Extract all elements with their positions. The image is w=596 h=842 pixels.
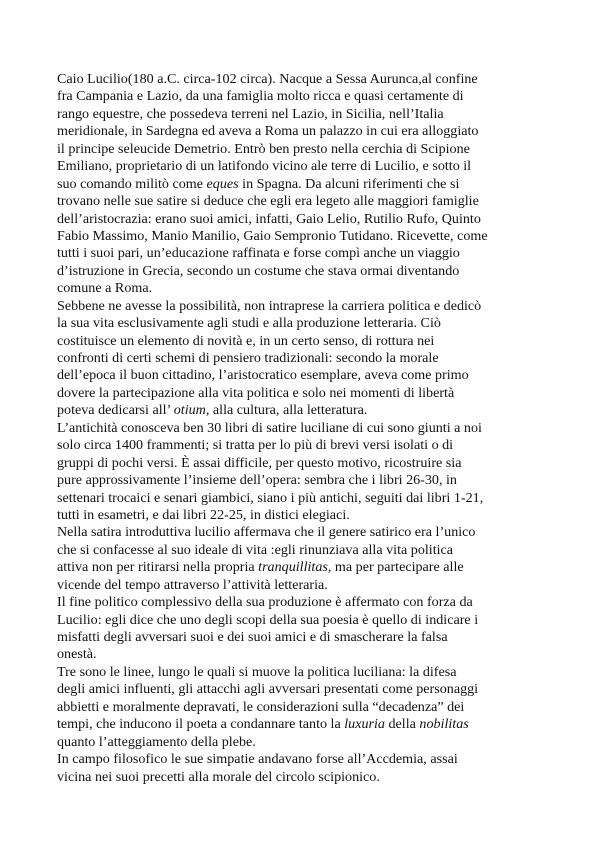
text-segment: L’antichità conosceva ben 30 libri di satire luciliane di cui sono giunti a noi (57, 419, 482, 436)
text-line (57, 71, 547, 88)
text-segment: meridionale, in Sardegna ed aveva a Roma un palazzo in cui era alloggiato (57, 123, 479, 140)
text-segment: fra Campania e Lazio, da una famiglia molto ricca e quasi certamente di (57, 88, 464, 105)
text-line (57, 716, 547, 733)
text-line (57, 193, 547, 210)
text-line (57, 612, 547, 629)
text-segment: degli amici influenti, gli attacchi agli avversari presentati come personaggi (57, 681, 479, 698)
text-segment: quanto l’atteggiamento della plebe. (57, 733, 256, 750)
text-segment: tempi, che inducono il poeta a condannare tanto la (57, 716, 345, 733)
text-line (57, 402, 547, 419)
text-segment: solo circa 1400 frammenti; si tratta per lo più di brevi versi isolati o di (57, 437, 454, 454)
text-line (57, 455, 547, 472)
text-segment: Nella satira introduttiva lucilio affermava che il genere satirico era l’unico (57, 524, 476, 541)
text-segment: In campo filosofico le sue simpatie andavano forse all’Accdemia, assai (57, 751, 458, 768)
body-text (57, 71, 547, 786)
text-segment: rango equestre, che possedeva terreni nel Lazio, in Sicilia, nell’Italia (57, 105, 444, 122)
text-line (57, 437, 547, 454)
text-segment: vicina nei suoi precetti alla morale del circolo scipionico. (57, 768, 380, 785)
text-segment: settenari trocaici e senari giambici, siano i più antichi, seguiti dai libri 1-21, (57, 489, 484, 506)
text-segment: onestà. (57, 646, 97, 663)
text-segment: che si confacesse al suo ideale di vita :egli rinunziava alla vita politica (57, 541, 454, 558)
text-line (57, 333, 547, 350)
text-line (57, 420, 547, 437)
text-line (57, 123, 547, 140)
text-line (57, 524, 547, 541)
text-segment: Lucilio: egli dice che uno degli scopi della sua poesia è quello di indicare i (57, 611, 479, 628)
text-line (57, 681, 547, 698)
text-segment: costituisce un elemento di novità e, in un certo senso, di rottura nei (57, 332, 435, 349)
text-segment: dovere la partecipazione alla vita politica e solo nei momenti di libertà (57, 384, 455, 401)
text-line (57, 280, 547, 297)
text-segment: Emiliano, proprietario di un latifondo vicino ale terre di Lucilio, e sotto il (57, 158, 472, 175)
text-segment: confronti di certi schemi di pensiero tradizionali: secondo la morale (57, 350, 439, 366)
text-segment: gruppi di pochi versi. È assai difficile, per questo motivo, ricostruire sia (57, 454, 462, 471)
text-line (57, 734, 547, 751)
text-line (57, 88, 547, 105)
text-segment: trovano nelle sue satire si deduce che egli era legeto alle maggiori famiglie (57, 193, 479, 210)
text-segment: della (384, 716, 420, 733)
italic-term: luxuria (344, 716, 385, 733)
text-line (57, 699, 547, 716)
italic-term: otium (173, 402, 206, 419)
text-line (57, 298, 547, 315)
text-segment: in Spagna. Da alcuni riferimenti che si (238, 175, 460, 192)
text-line (57, 751, 547, 768)
text-line (57, 472, 547, 489)
text-segment: Fabio Massimo, Manio Manilio, Gaio Sempronio Tutidano. Ricevette, come (57, 227, 488, 244)
text-line (57, 211, 547, 228)
text-line (57, 385, 547, 402)
text-segment: attiva non per ritirarsi nella propria (57, 559, 259, 576)
text-line (57, 245, 547, 262)
text-line (57, 629, 547, 646)
text-segment: pure approssivamente l’insieme dell’opera: sembra che i libri 26-30, in (57, 472, 457, 489)
text-line (57, 559, 547, 576)
text-line (57, 176, 547, 193)
text-segment: il principe seleucide Demetrio. Entrò ben presto nella cerchia di Scipione (57, 140, 470, 157)
text-line (57, 315, 547, 332)
text-line (57, 594, 547, 611)
text-segment: la sua vita esclusivamente agli studi e alla produzione letteraria. Ciò (57, 315, 441, 332)
text-line (57, 158, 547, 175)
text-line (57, 367, 547, 384)
text-segment: poteva dedicarsi all’ (57, 402, 174, 419)
text-segment: Tre sono le linee, lungo le quali si muove la politica luciliana: la difesa (57, 663, 457, 680)
italic-term: tranquillitas (258, 559, 328, 576)
text-line (57, 577, 547, 594)
text-segment: Sebbene ne avesse la possibilità, non intraprese la carriera politica e dedicò (57, 297, 482, 314)
text-segment: comune a Roma. (57, 280, 153, 297)
text-segment: suo comando militò come (57, 175, 207, 192)
text-line (57, 769, 547, 786)
text-line (57, 106, 547, 123)
text-line (57, 263, 547, 280)
text-segment: Caio Lucilio(180 a.C. circa-102 circa). Nacque a Sessa Aurunca,al confine (57, 71, 478, 87)
text-segment: dell’epoca il buon cittadino, l’aristocratico esemplare, aveva come primo (57, 367, 469, 384)
text-line (57, 507, 547, 524)
text-segment: misfatti degli avversari suoi e dei suoi amici e di smascherare la falsa (57, 629, 448, 645)
text-segment: d’istruzione in Grecia, secondo un costume che stava ormai diventando (57, 262, 460, 279)
text-line (57, 141, 547, 158)
text-line (57, 646, 547, 663)
italic-term: nobilitas (419, 716, 469, 733)
text-segment: abbietti e moralmente depravati, le considerazioni sulla “decadenza” dei (57, 698, 465, 715)
text-line (57, 542, 547, 559)
text-segment: , alla cultura, alla letteratura. (205, 402, 368, 419)
text-line (57, 228, 547, 245)
text-segment: , ma per partecipare alle (327, 559, 464, 576)
text-segment: tutti in esametri, e dai libri 22-25, in distici elegiaci. (57, 506, 350, 523)
text-segment: vicende del tempo attraverso l’attività letteraria. (57, 576, 328, 593)
text-line (57, 664, 547, 681)
text-segment: Il fine politico complessivo della sua produzione è affermato con forza da (57, 594, 473, 611)
text-segment: dell’aristocrazia: erano suoi amici, infatti, Gaio Lelio, Rutilio Rufo, Quinto (57, 210, 481, 227)
text-line (57, 350, 547, 367)
text-line (57, 490, 547, 507)
italic-term: eques (206, 175, 239, 192)
text-segment: tutti i suoi pari, un’educazione raffinata e forse compì anche un viaggio (57, 245, 460, 262)
